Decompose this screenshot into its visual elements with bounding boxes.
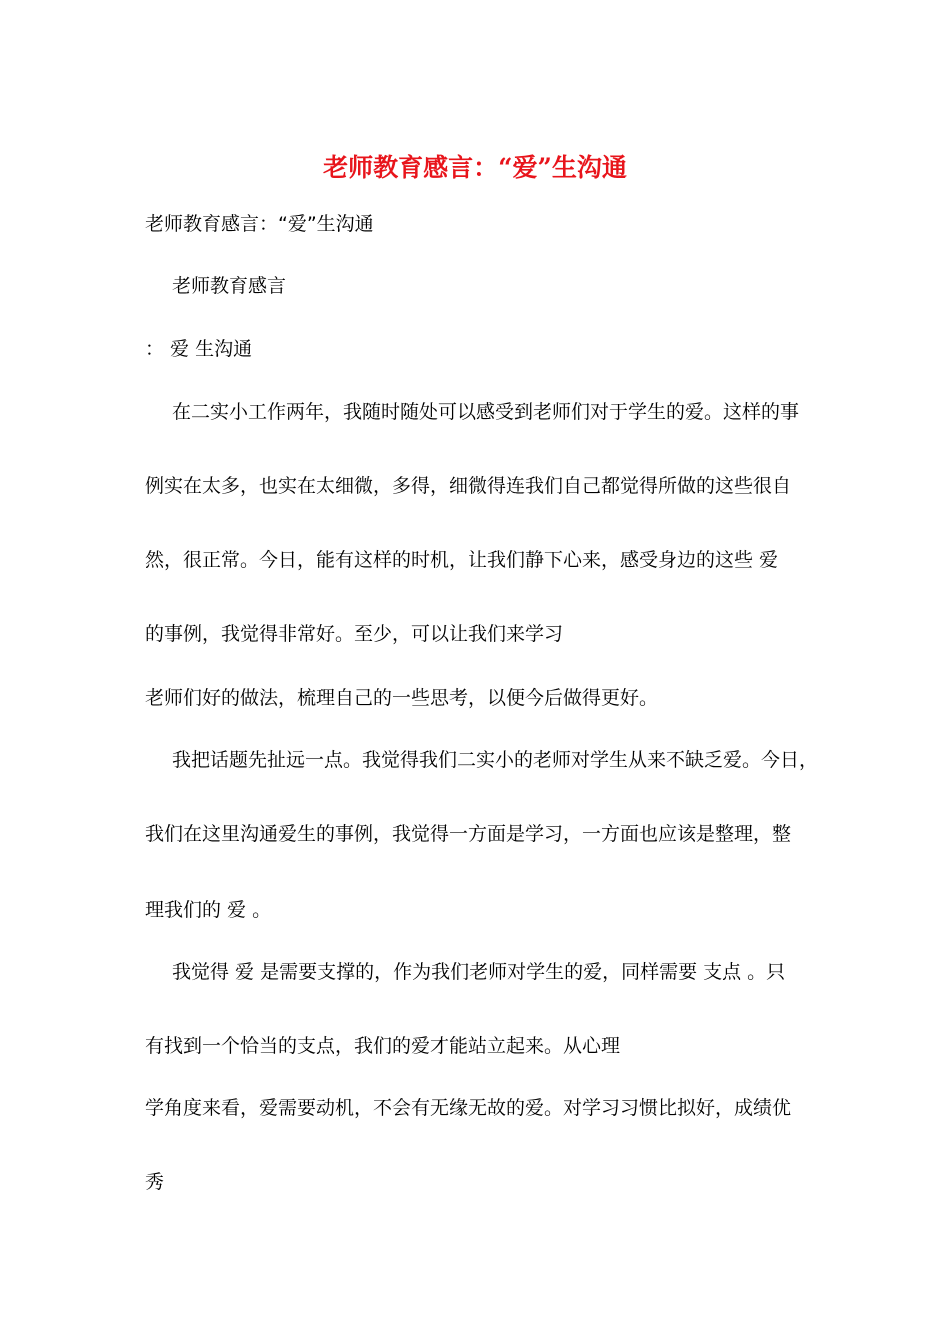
text-line: 我把话题先扯远一点。我觉得我们二实小的老师对学生从来不缺乏爱。今日， bbox=[172, 749, 819, 771]
text-line: 的事例，我觉得非常好。至少，可以让我们来学习 bbox=[145, 623, 564, 645]
text-line: 秀 bbox=[145, 1171, 165, 1193]
text-line: 老师教育感言 bbox=[172, 275, 287, 297]
text-line: 学角度来看，爱需要动机，不会有无缘无故的爱。对学习习惯比拟好，成绩优 bbox=[145, 1097, 792, 1119]
text-line: ： 爱 生沟通 bbox=[145, 338, 253, 360]
text-line: 老师们好的做法，梳理自己的一些思考，以便今后做得更好。 bbox=[145, 687, 659, 709]
text-line: 例实在太多，也实在太细微，多得，细微得连我们自己都觉得所做的这些很自 bbox=[145, 475, 792, 497]
text-line: 老师教育感言：“爱”生沟通 bbox=[145, 213, 374, 235]
text-line: 我觉得 爱 是需要支撑的，作为我们老师对学生的爱，同样需要 支点 。只 bbox=[172, 961, 786, 983]
text-line: 有找到一个恰当的支点，我们的爱才能站立起来。从心理 bbox=[145, 1035, 621, 1057]
text-line: 在二实小工作两年，我随时随处可以感受到老师们对于学生的爱。这样的事 bbox=[172, 401, 800, 423]
text-line: 我们在这里沟通爱生的事例，我觉得一方面是学习，一方面也应该是整理，整 bbox=[145, 823, 792, 845]
text-line: 然，很正常。今日，能有这样的时机，让我们静下心来，感受身边的这些 爱 bbox=[145, 549, 779, 571]
document-title: 老师教育感言：“爱”生沟通 bbox=[323, 153, 627, 182]
text-line: 理我们的 爱 。 bbox=[145, 899, 272, 921]
